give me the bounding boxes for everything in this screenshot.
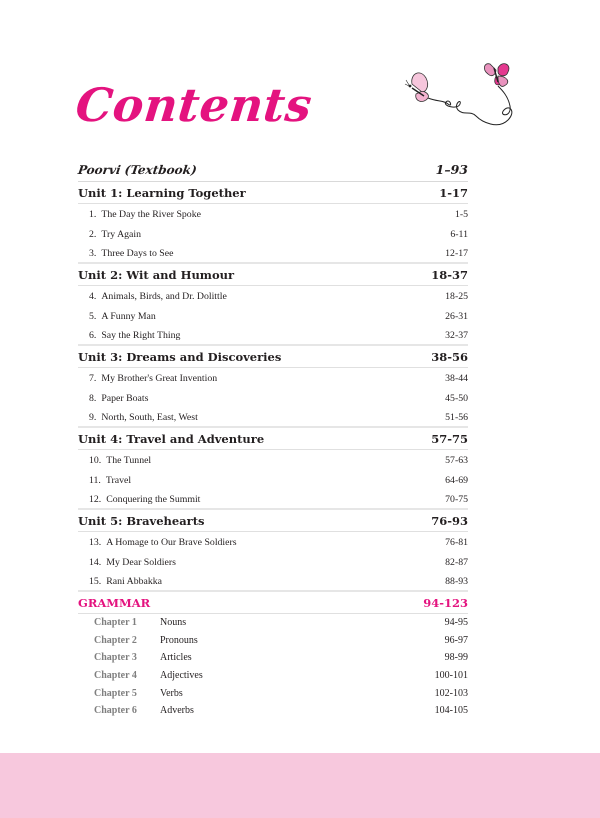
unit-row[interactable]: [78, 346, 468, 368]
unit-pages: 76-93: [431, 513, 468, 528]
lesson-row[interactable]: [78, 470, 468, 490]
lesson-number: 2.: [89, 228, 97, 240]
lesson-title: Say the Right Thing: [101, 329, 181, 341]
lesson-pages: 6-11: [450, 228, 468, 240]
lesson-title: My Brother's Great Invention: [101, 372, 218, 384]
lesson-number: 3.: [89, 247, 97, 259]
unit-row[interactable]: [78, 264, 468, 286]
chapter-label: Chapter 2: [94, 634, 137, 646]
lesson-row[interactable]: [78, 388, 468, 408]
chapter-row[interactable]: [78, 702, 468, 720]
lesson-row[interactable]: [78, 326, 468, 346]
unit-pages: 18-37: [431, 267, 468, 282]
lesson-pages: 88-93: [445, 575, 468, 587]
lesson-number: 14.: [89, 556, 102, 568]
chapter-row[interactable]: [78, 632, 468, 650]
unit-title: Unit 1: Learning Together: [78, 185, 246, 200]
lesson-row[interactable]: [78, 368, 468, 388]
lesson-number: 6.: [89, 329, 97, 341]
chapter-title: Pronouns: [160, 634, 198, 646]
footer-band: [0, 753, 600, 818]
lesson-row[interactable]: [78, 572, 468, 592]
chapter-pages: 98-99: [444, 652, 468, 664]
unit-pages: 57-75: [431, 431, 468, 446]
lesson-row[interactable]: [78, 490, 468, 510]
lesson-pages: 18-25: [445, 290, 468, 302]
unit-pages: 1-17: [439, 185, 468, 200]
table-of-contents: [78, 158, 468, 720]
lesson-row[interactable]: [78, 408, 468, 428]
book-pages: 1–93: [435, 162, 468, 177]
unit-title: Unit 5: Bravehearts: [78, 513, 205, 528]
lesson-pages: 82-87: [445, 556, 468, 568]
lesson-number: 5.: [89, 310, 97, 322]
lesson-title: North, South, East, West: [101, 411, 198, 423]
lesson-title: Try Again: [101, 228, 142, 240]
grammar-title: GRAMMAR: [78, 595, 151, 610]
lesson-title: The Tunnel: [106, 454, 152, 466]
lesson-number: 4.: [89, 290, 97, 302]
lesson-row[interactable]: [78, 204, 468, 224]
lesson-pages: 45-50: [445, 392, 468, 404]
chapter-title: Nouns: [160, 617, 187, 629]
lesson-pages: 51-56: [445, 411, 468, 423]
unit-pages: 38-56: [431, 349, 468, 364]
lesson-number: 7.: [89, 372, 97, 384]
lesson-title: My Dear Soldiers: [106, 556, 176, 568]
chapter-pages: 94-95: [444, 617, 468, 629]
lesson-pages: 12-17: [445, 247, 468, 259]
chapter-title: Adverbs: [160, 705, 194, 717]
chapter-title: Articles: [160, 652, 192, 664]
lesson-number: 10.: [89, 454, 102, 466]
book-row[interactable]: [78, 158, 468, 182]
unit-title: Unit 3: Dreams and Discoveries: [78, 349, 282, 364]
lesson-number: 15.: [89, 575, 102, 587]
chapter-row[interactable]: [78, 684, 468, 702]
lesson-row[interactable]: [78, 552, 468, 572]
chapter-label: Chapter 6: [94, 705, 137, 717]
chapter-title: Adjectives: [160, 670, 203, 682]
unit-title: Unit 4: Travel and Adventure: [78, 431, 265, 446]
lesson-row[interactable]: [78, 244, 468, 264]
chapter-title: Verbs: [160, 687, 183, 699]
unit-row[interactable]: [78, 510, 468, 532]
lesson-title: The Day the River Spoke: [101, 208, 201, 220]
lesson-row[interactable]: [78, 532, 468, 552]
chapter-row[interactable]: [78, 649, 468, 667]
lesson-number: 12.: [89, 493, 102, 505]
lesson-title: Travel: [105, 474, 132, 486]
lesson-pages: 70-75: [445, 493, 468, 505]
butterfly-left-icon: [405, 73, 428, 102]
unit-title: Unit 2: Wit and Humour: [78, 267, 235, 282]
chapter-label: Chapter 4: [94, 670, 137, 682]
page-title: Contents: [73, 78, 315, 132]
lesson-pages: 57-63: [445, 454, 468, 466]
lesson-row[interactable]: [78, 450, 468, 470]
chapter-row[interactable]: [78, 614, 468, 632]
lesson-title: Rani Abbakka: [106, 575, 163, 587]
chapter-label: Chapter 3: [94, 652, 137, 664]
lesson-title: Conquering the Summit: [106, 493, 201, 505]
chapter-pages: 102-103: [434, 687, 468, 699]
lesson-pages: 38-44: [445, 372, 468, 384]
lesson-row[interactable]: [78, 306, 468, 326]
lesson-number: 9.: [89, 411, 97, 423]
lesson-number: 8.: [89, 392, 97, 404]
lesson-pages: 76-81: [445, 536, 468, 548]
lesson-row[interactable]: [78, 224, 468, 244]
lesson-pages: 32-37: [445, 329, 468, 341]
butterfly-right-icon: [484, 64, 509, 87]
lesson-title: A Homage to Our Brave Soldiers: [106, 536, 237, 548]
chapter-row[interactable]: [78, 667, 468, 685]
grammar-pages: 94-123: [423, 595, 468, 610]
chapter-label: Chapter 5: [94, 687, 137, 699]
lesson-title: Three Days to See: [101, 247, 174, 259]
book-title: Poorvi (Textbook): [77, 162, 198, 177]
lesson-row[interactable]: [78, 286, 468, 306]
unit-row[interactable]: [78, 428, 468, 450]
lesson-title: A Funny Man: [101, 310, 156, 322]
butterflies-icon: [398, 60, 523, 140]
lesson-number: 1.: [89, 208, 97, 220]
lesson-pages: 1-5: [454, 208, 468, 220]
lesson-pages: 64-69: [445, 474, 468, 486]
unit-row[interactable]: [78, 182, 468, 204]
chapter-pages: 96-97: [444, 634, 468, 646]
chapter-label: Chapter 1: [94, 617, 137, 629]
lesson-number: 11.: [89, 474, 101, 486]
chapter-pages: 104-105: [434, 705, 468, 717]
lesson-title: Animals, Birds, and Dr. Dolittle: [101, 290, 227, 302]
lesson-number: 13.: [89, 536, 102, 548]
chapter-pages: 100-101: [434, 670, 468, 682]
lesson-pages: 26-31: [445, 310, 468, 322]
lesson-title: Paper Boats: [101, 392, 149, 404]
grammar-row[interactable]: [78, 592, 468, 614]
